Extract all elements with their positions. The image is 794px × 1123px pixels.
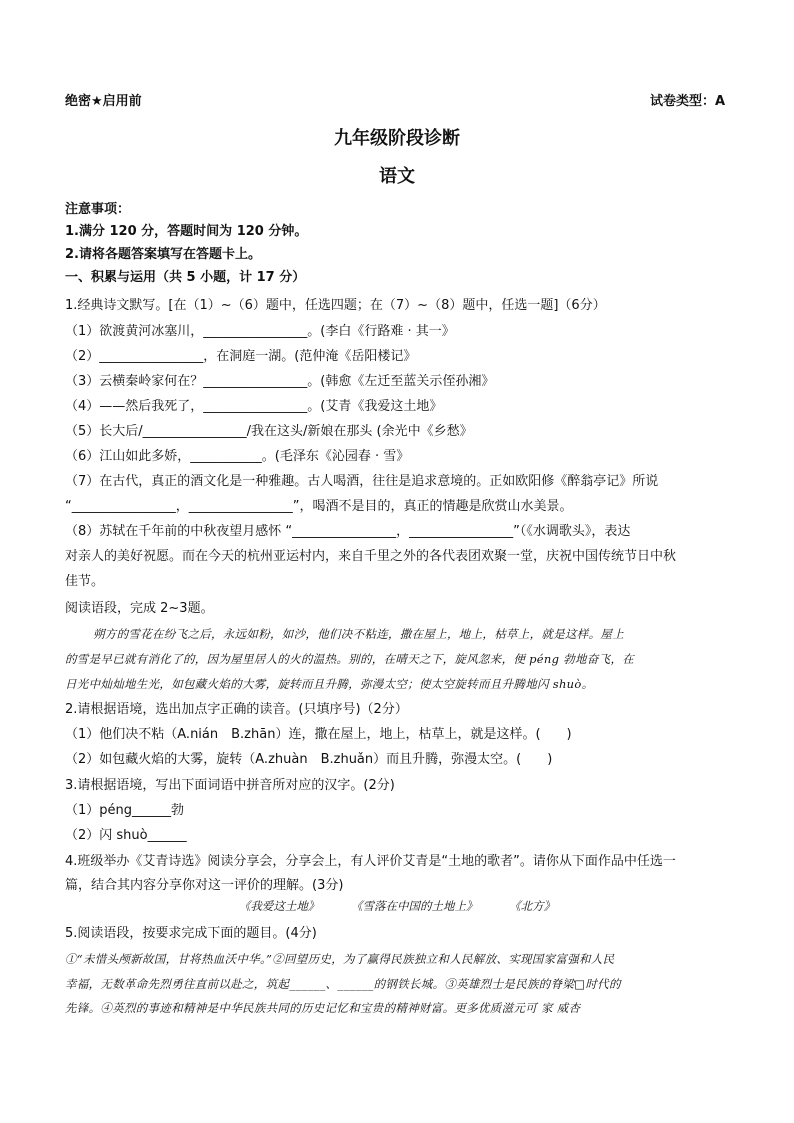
book-title: 《北方》: [509, 899, 556, 913]
question-item: （3）云横秦岭家何在？________________。(韩愈《左迁至蓝关示侄孙湘》: [65, 374, 495, 389]
question-item: （4）——然后我死了，________________。(艾青《我爱这土地》: [65, 399, 443, 414]
note-item: 2.请将各题答案填写在答题卡上。: [65, 247, 261, 262]
section-heading: 一、积累与运用（共 5 小题，计 17 分）: [65, 270, 306, 285]
passage-line: 日光中灿灿地生光，如包藏火焰的大雾，旋转而且升腾，弥漫太空；使太空旋转而且升腾地闪 shuò。: [65, 677, 594, 691]
passage-line: ①“未惜头颅新故国，甘将热血沃中华。”②回望历史，为了赢得民族独立和人民解放、实现国家富强和人民: [65, 952, 615, 966]
passage-line: 的雪是早已就有消化了的，因为屋里居人的火的温热。别的，在晴天之下，旋风忽来，便 péng 勃地奋飞，在: [65, 652, 635, 666]
question-stem: 4.班级举办《艾青诗选》阅读分享会，分享会上，有人评价艾青是“土地的歌者”。请你从下面作品中任选一: [65, 854, 676, 869]
book-title: 《我爱这土地》: [238, 899, 320, 913]
question-item: 佳节。: [65, 574, 105, 589]
passage-line: 幸福，无数革命先烈勇往直前以赴之，筑起______、______的钢铁长城。③英雄烈士是民族的脊梁□时代的: [65, 977, 621, 991]
question-item: “________________，________________”，喝酒不是目的，真正的情趣是欣赏山水美景。: [65, 499, 573, 514]
passage-line: 先锋。④英烈的事迹和精神是中华民族共同的历史记忆和宝贵的精神财富。更多优质滋元可 家 威杏: [65, 1001, 581, 1015]
paper-type-label: 试卷类型：A: [649, 94, 725, 109]
question-stem: 篇，结合其内容分享你对这一评价的理解。(3分): [65, 878, 344, 893]
book-list: [0, 898, 794, 914]
confidential-label: 绝密★启用前: [65, 94, 142, 109]
question-item: （2）________________，在洞庭一湖。(范仲淹《岳阳楼记》: [65, 349, 417, 364]
question-stem: 1.经典诗文默写。[在（1）~（6）题中，任选四题；在（7）~（8）题中，任选一题]（6分）: [65, 298, 606, 313]
passage-line: 朔方的雪花在纷飞之后，永远如粉，如沙，他们决不粘连，撒在屋上，地上，枯草上，就是这样。屋上: [93, 627, 624, 641]
header-row: [65, 90, 725, 110]
question-item: （7）在古代，真正的酒文化是一种雅趣。古人喝酒，往往是追求意境的。正如欧阳修《醉翁亭记》所说: [65, 474, 659, 489]
notes-heading: 注意事项：: [65, 202, 131, 217]
question-stem: 5.阅读语段，按要求完成下面的题目。(4分): [65, 926, 317, 941]
note-item: 1.满分 120 分，答题时间为 120 分钟。: [65, 224, 308, 239]
question-item: （1）péng______勃: [65, 803, 185, 818]
exam-title: 九年级阶段诊断: [334, 128, 460, 149]
question-item: （1）欲渡黄河冰塞川，________________。(李白《行路难 · 其一》: [65, 324, 455, 339]
question-item: （2）闪 shuò______: [65, 828, 187, 843]
question-stem: 3.请根据语境，写出下面词语中拼音所对应的汉字。(2分): [65, 778, 395, 793]
question-item: （1）他们决不粘（A.nián B.zhān）连，撒在屋上，地上，枯草上，就是这样。( ): [65, 727, 572, 742]
question-item: （5）长大后/________________/我在这头/新娘在那头 (余光中《乡愁》: [65, 424, 473, 439]
question-item: 对亲人的美好祝愿。而在今天的杭州亚运村内，来自千里之外的各代表团欢聚一堂，庆祝中国传统节日中秋: [65, 549, 677, 564]
reading-intro: 阅读语段，完成 2~3题。: [65, 601, 214, 616]
subject-title: 语文: [379, 166, 415, 187]
question-item: （8）苏轼在千年前的中秋夜望月感怀 “________________，________________”（《水调歌头》，表达: [65, 524, 631, 539]
book-title: 《雪落在中国的土地上》: [351, 899, 478, 913]
question-stem: 2.请根据语境，选出加点字正确的读音。(只填序号)（2分）: [65, 702, 408, 717]
question-item: （2）如包藏火焰的大雾，旋转（A.zhuàn B.zhuǎn）而且升腾，弥漫太空。( ): [65, 752, 553, 767]
question-item: （6）江山如此多娇，___________。(毛泽东《沁园春 · 雪》: [65, 449, 410, 464]
